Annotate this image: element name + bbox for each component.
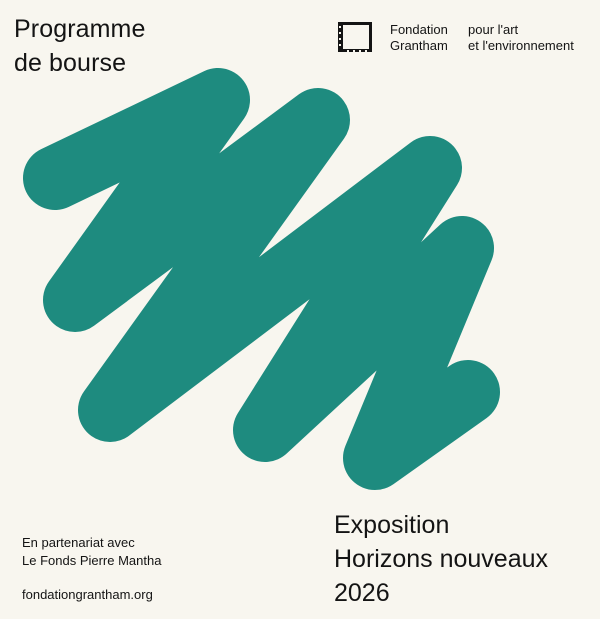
organization-tagline [468,22,574,54]
square-frame-logo-icon [336,19,374,55]
org-name-line-2: Grantham [390,38,448,53]
exhibition-title [334,508,548,610]
org-name-line-1: Fondation [390,22,448,37]
website-url: fondationgrantham.org [22,587,153,602]
partner-line-2: Le Fonds Pierre Mantha [22,553,162,568]
exhibition-line-2: Horizons nouveaux [334,545,549,573]
poster-title [14,12,146,80]
partner-line-1: En partenariat avec [22,535,135,550]
exhibition-line-1: Exposition [334,511,450,539]
organization-name [390,22,448,54]
title-line-2: de bourse [14,49,127,77]
org-tagline-line-1: pour l'art [468,22,519,37]
exhibition-line-3: 2026 [334,579,390,607]
partner-credit [22,534,161,570]
scribble-stroke [55,100,468,458]
org-tagline-line-2: et l'environnement [468,38,574,53]
title-line-1: Programme [14,15,146,43]
